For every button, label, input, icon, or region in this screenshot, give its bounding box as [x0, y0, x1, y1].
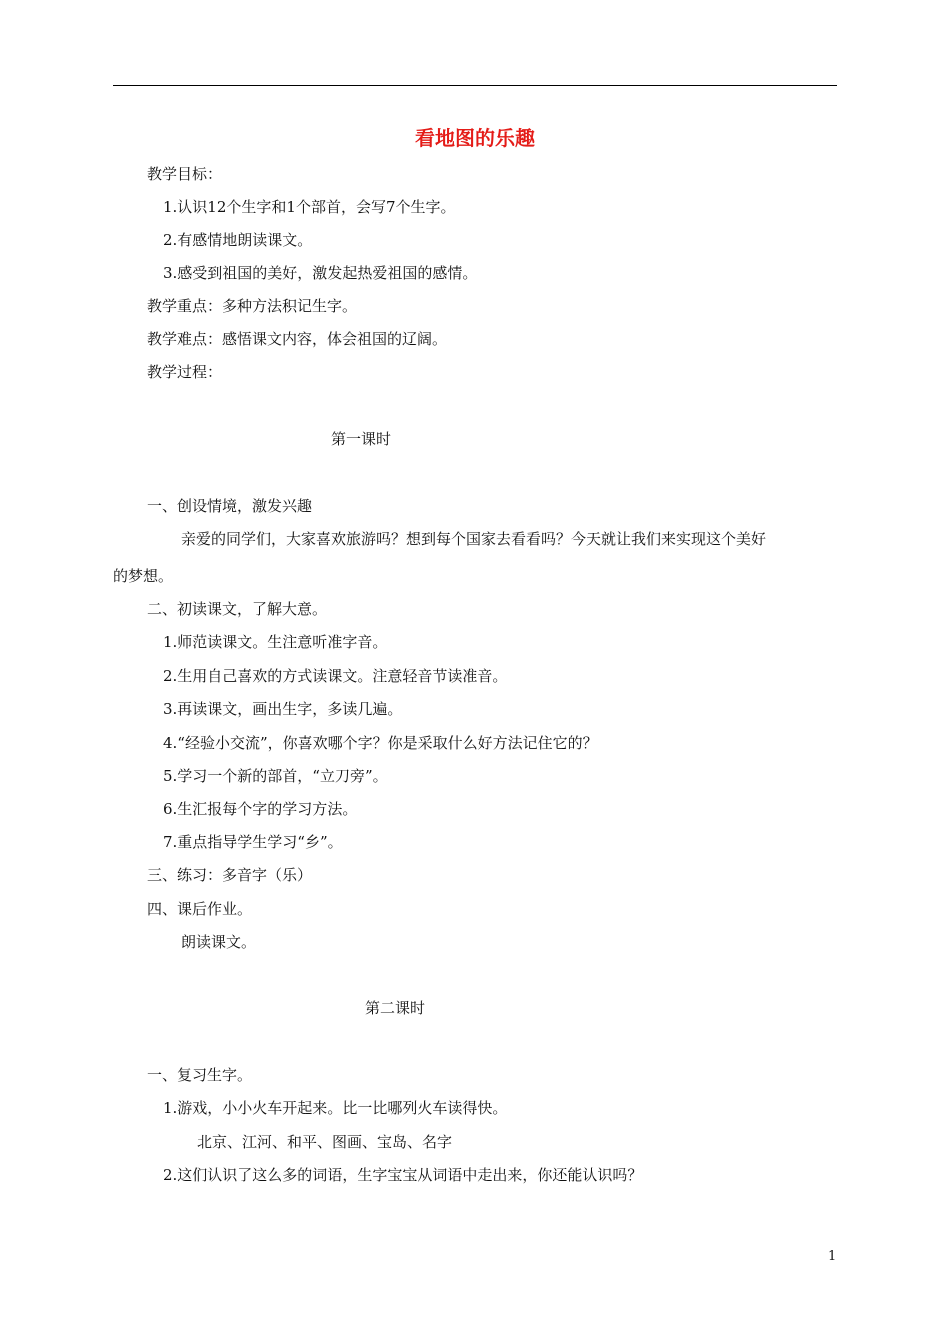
text-line: 二、初读课文，了解大意。: [147, 600, 328, 618]
text-line: 教学重点：多种方法积记生字。: [147, 297, 358, 315]
text-line: 朗读课文。: [181, 933, 257, 951]
section-heading: 第一课时: [331, 430, 392, 448]
text-line: 亲爱的同学们，大家喜欢旅游吗？想到每个国家去看看吗？今天就让我们来实现这个美好: [181, 530, 767, 548]
text-line: 1.师范读课文。生注意听准字音。: [163, 633, 388, 651]
text-line: 2.生用自己喜欢的方式读课文。注意轻音节读准音。: [163, 667, 508, 685]
section-heading: 第二课时: [365, 999, 426, 1017]
text-line: 3.再读课文，画出生字，多读几遍。: [163, 700, 403, 718]
text-line: 教学目标：: [147, 165, 223, 183]
text-line: 2.有感情地朗读课文。: [163, 231, 313, 249]
document-title: 看地图的乐趣: [415, 126, 535, 150]
header-rule: [113, 85, 837, 86]
text-line: 四、课后作业。: [147, 900, 253, 918]
text-line: 6.生汇报每个字的学习方法。: [163, 800, 358, 818]
text-line: 北京、江河、和平、图画、宝岛、名字: [197, 1133, 453, 1151]
text-line: 2.这们认识了这么多的词语，生字宝宝从词语中走出来，你还能认识吗？: [163, 1166, 643, 1184]
text-line: 一、创设情境，激发兴趣: [147, 497, 313, 515]
text-line: 三、练习：多音字（乐）: [147, 866, 313, 884]
text-line: 7.重点指导学生学习“乡”。: [163, 833, 343, 851]
page-number: 1: [828, 1249, 837, 1264]
text-line: 4.“经验小交流”，你喜欢哪个字？你是采取什么好方法记住它的？: [163, 734, 598, 752]
text-line: 5.学习一个新的部首，“立刀旁”。: [163, 767, 388, 785]
text-line: 1.游戏，小小火车开起来。比一比哪列火车读得快。: [163, 1099, 508, 1117]
text-line: 教学难点：感悟课文内容，体会祖国的辽阔。: [147, 330, 448, 348]
text-line: 3.感受到祖国的美好，激发起热爱祖国的感情。: [163, 264, 478, 282]
text-line: 1.认识12个生字和1个部首，会写7个生字。: [163, 198, 456, 216]
text-line: 一、复习生字。: [147, 1066, 253, 1084]
text-line: 的梦想。: [113, 567, 174, 585]
text-line: 教学过程：: [147, 363, 223, 381]
